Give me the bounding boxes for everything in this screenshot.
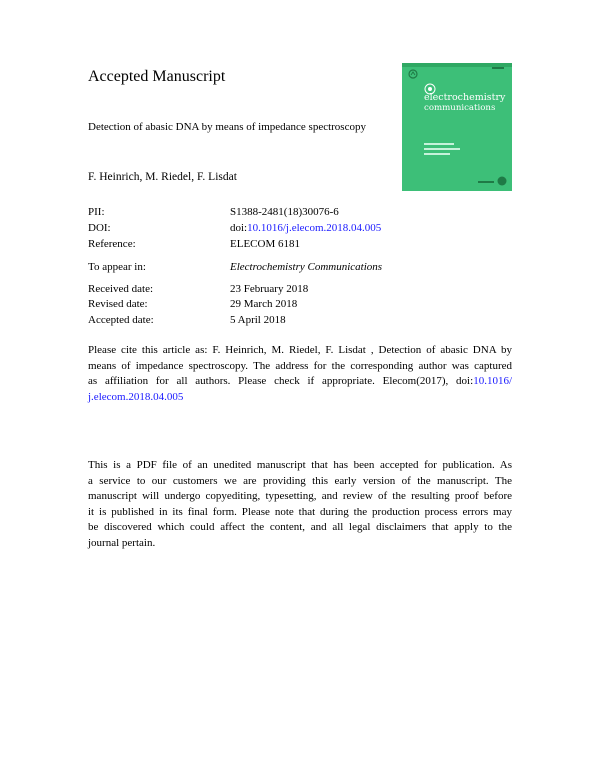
notice-line-1: This is a PDF file of an unedited manuscript that has been accepted for publication. As xyxy=(88,459,512,471)
accepted-value: 5 April 2018 xyxy=(230,314,286,326)
notice-line-3: manuscript will undergo copyediting, typesetting, and review of the resulting proof before xyxy=(88,490,512,502)
notice-line-5: be discovered which could affect the content, and all legal disclaimers that apply to the xyxy=(88,521,512,533)
received-label: Received date: xyxy=(88,283,154,295)
reference-value: ELECOM 6181 xyxy=(230,238,300,250)
citation-line-3-text: as affiliation for all authors. Please check if appropriate. Elecom(2017), doi: xyxy=(88,375,474,387)
notice-line-4: it is published in its final form. Please note that during the production process errors may xyxy=(88,505,512,518)
doi-prefix: doi: xyxy=(230,222,248,234)
citation-paragraph xyxy=(88,343,512,405)
reference-label: Reference: xyxy=(88,238,136,250)
notice-line-2: a service to our customers we are providing this early version of the manuscript. The xyxy=(88,474,512,487)
citation-line-1: Please cite this article as: F. Heinrich, M. Riedel, F. Lisdat , Detection of abasic DNA by xyxy=(88,344,512,356)
accepted-label: Accepted date: xyxy=(88,314,154,326)
journal-name xyxy=(424,93,508,113)
citation-doi-link-part1[interactable]: 10.1016/ xyxy=(473,375,512,387)
accepted-manuscript-heading: Accepted Manuscript xyxy=(88,68,226,85)
open-access-icon xyxy=(497,176,507,186)
notice-line-6: journal pertain. xyxy=(88,536,156,549)
publisher-logo-icon xyxy=(408,69,418,79)
notice-paragraph xyxy=(88,458,512,551)
citation-doi-link-part2[interactable]: j.elecom.2018.04.005 xyxy=(88,390,184,403)
doi-label: DOI: xyxy=(88,222,111,234)
authors: F. Heinrich, M. Riedel, F. Lisdat xyxy=(88,171,237,183)
appear-label: To appear in: xyxy=(88,261,146,273)
journal-name-line1: electrochemistry xyxy=(424,92,506,103)
doi-value xyxy=(230,222,381,234)
citation-line-3 xyxy=(88,374,512,390)
received-value: 23 February 2018 xyxy=(230,283,309,295)
journal-cover xyxy=(402,63,512,191)
citation-line-2: means of impedance spectroscopy. The address for the corresponding author was captured xyxy=(88,359,512,372)
journal-name-line2: communications xyxy=(424,103,496,113)
citation-line-4 xyxy=(88,390,512,406)
doi-link[interactable]: 10.1016/j.elecom.2018.04.005 xyxy=(247,222,382,234)
article-title: Detection of abasic DNA by means of impedance spectroscopy xyxy=(88,121,366,133)
pii-label: PII: xyxy=(88,206,105,218)
appear-value: Electrochemistry Communications xyxy=(230,261,383,273)
revised-label: Revised date: xyxy=(88,298,148,310)
revised-value: 29 March 2018 xyxy=(230,298,298,310)
pii-value: S1388-2481(18)30076-6 xyxy=(230,206,339,218)
